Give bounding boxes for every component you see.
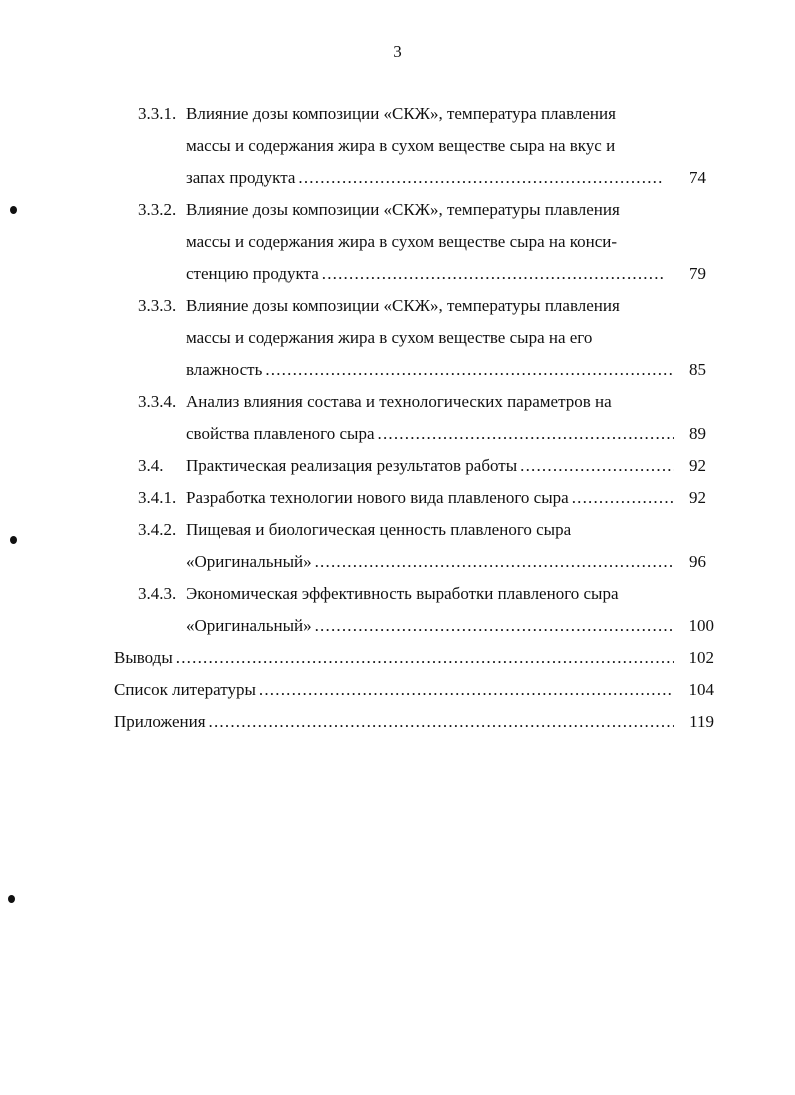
entry-number: 3.4.1. — [138, 488, 177, 507]
page-number: 3 — [393, 42, 402, 61]
entry-page: 104 — [688, 680, 714, 699]
entry-page: 119 — [689, 712, 714, 731]
entry-page: 85 — [689, 360, 706, 379]
toc-appendices — [114, 709, 674, 735]
entry-page: 96 — [689, 552, 706, 571]
toc-label: Выводы — [114, 648, 173, 667]
entry-text-line: массы и содержания жира в сухом веществе сыра на вкус и — [186, 136, 616, 155]
entry-text-line-dotted — [186, 421, 674, 447]
entry-number: 3.3.2. — [138, 200, 177, 219]
entry-text-line: «Оригинальный» — [186, 552, 312, 571]
toc-label: Приложения — [114, 712, 206, 731]
entry-text-line-dotted — [186, 613, 674, 639]
dot-leader — [572, 485, 674, 511]
toc-label: Список литературы — [114, 680, 256, 699]
entry-number: 3.4.3. — [138, 584, 177, 603]
entry-text-line-dotted — [186, 549, 674, 575]
entry-text-line: Анализ влияния состава и технологических параметров на — [186, 392, 612, 411]
entry-text-line: Влияние дозы композиции «СКЖ», температуры плавления — [186, 296, 620, 315]
dot-leader — [265, 357, 674, 383]
entry-number: 3.4. — [138, 456, 164, 475]
entry-number: 3.4.2. — [138, 520, 177, 539]
entry-text-line-dotted — [186, 165, 664, 191]
dot-leader — [322, 261, 664, 287]
entry-text-line-dotted — [186, 453, 674, 479]
dot-leader — [176, 645, 674, 671]
entry-page: 92 — [689, 488, 706, 507]
entry-text-line: Влияние дозы композиции «СКЖ», температура плавления — [186, 104, 616, 123]
scan-mark — [10, 206, 17, 214]
entry-number: 3.3.4. — [138, 392, 177, 411]
entry-text-line: свойства плавленого сыра — [186, 424, 375, 443]
entry-page: 100 — [688, 616, 714, 635]
dot-leader — [520, 453, 674, 479]
entry-page: 74 — [689, 168, 706, 187]
entry-text-line-dotted — [186, 261, 664, 287]
entry-text-line: Разработка технологии нового вида плавленого сыра — [186, 488, 569, 507]
entry-page: 79 — [689, 264, 706, 283]
entry-page: 102 — [688, 648, 714, 667]
dot-leader — [315, 549, 674, 575]
entry-number: 3.3.1. — [138, 104, 177, 123]
entry-text-line: Влияние дозы композиции «СКЖ», температуры плавления — [186, 200, 620, 219]
entry-text-line: массы и содержания жира в сухом веществе сыра на конси- — [186, 232, 618, 251]
entry-text-line: Экономическая эффективность выработки плавленого сыра — [186, 584, 619, 603]
entry-text-line: Практическая реализация результатов работы — [186, 456, 518, 475]
entry-text-line: запах продукта — [186, 168, 296, 187]
toc-conclusions — [114, 645, 674, 671]
dot-leader — [259, 677, 674, 703]
entry-text-line: «Оригинальный» — [186, 616, 312, 635]
dot-leader — [315, 613, 674, 639]
entry-page: 92 — [689, 456, 706, 475]
entry-text-line: влажность — [186, 360, 263, 379]
toc-references — [114, 677, 674, 703]
dot-leader — [378, 421, 675, 447]
entry-text-line: стенцию продукта — [186, 264, 319, 283]
entry-text-line-dotted — [186, 357, 674, 383]
entry-text-line: Пищевая и биологическая ценность плавленого сыра — [186, 520, 572, 539]
entry-page: 89 — [689, 424, 706, 443]
dot-leader — [298, 165, 664, 191]
scan-mark — [10, 536, 17, 544]
entry-number: 3.3.3. — [138, 296, 177, 315]
scan-mark — [8, 895, 15, 903]
dot-leader — [209, 709, 674, 735]
entry-text-line: массы и содержания жира в сухом веществе сыра на его — [186, 328, 593, 347]
entry-text-line-dotted — [186, 485, 674, 511]
